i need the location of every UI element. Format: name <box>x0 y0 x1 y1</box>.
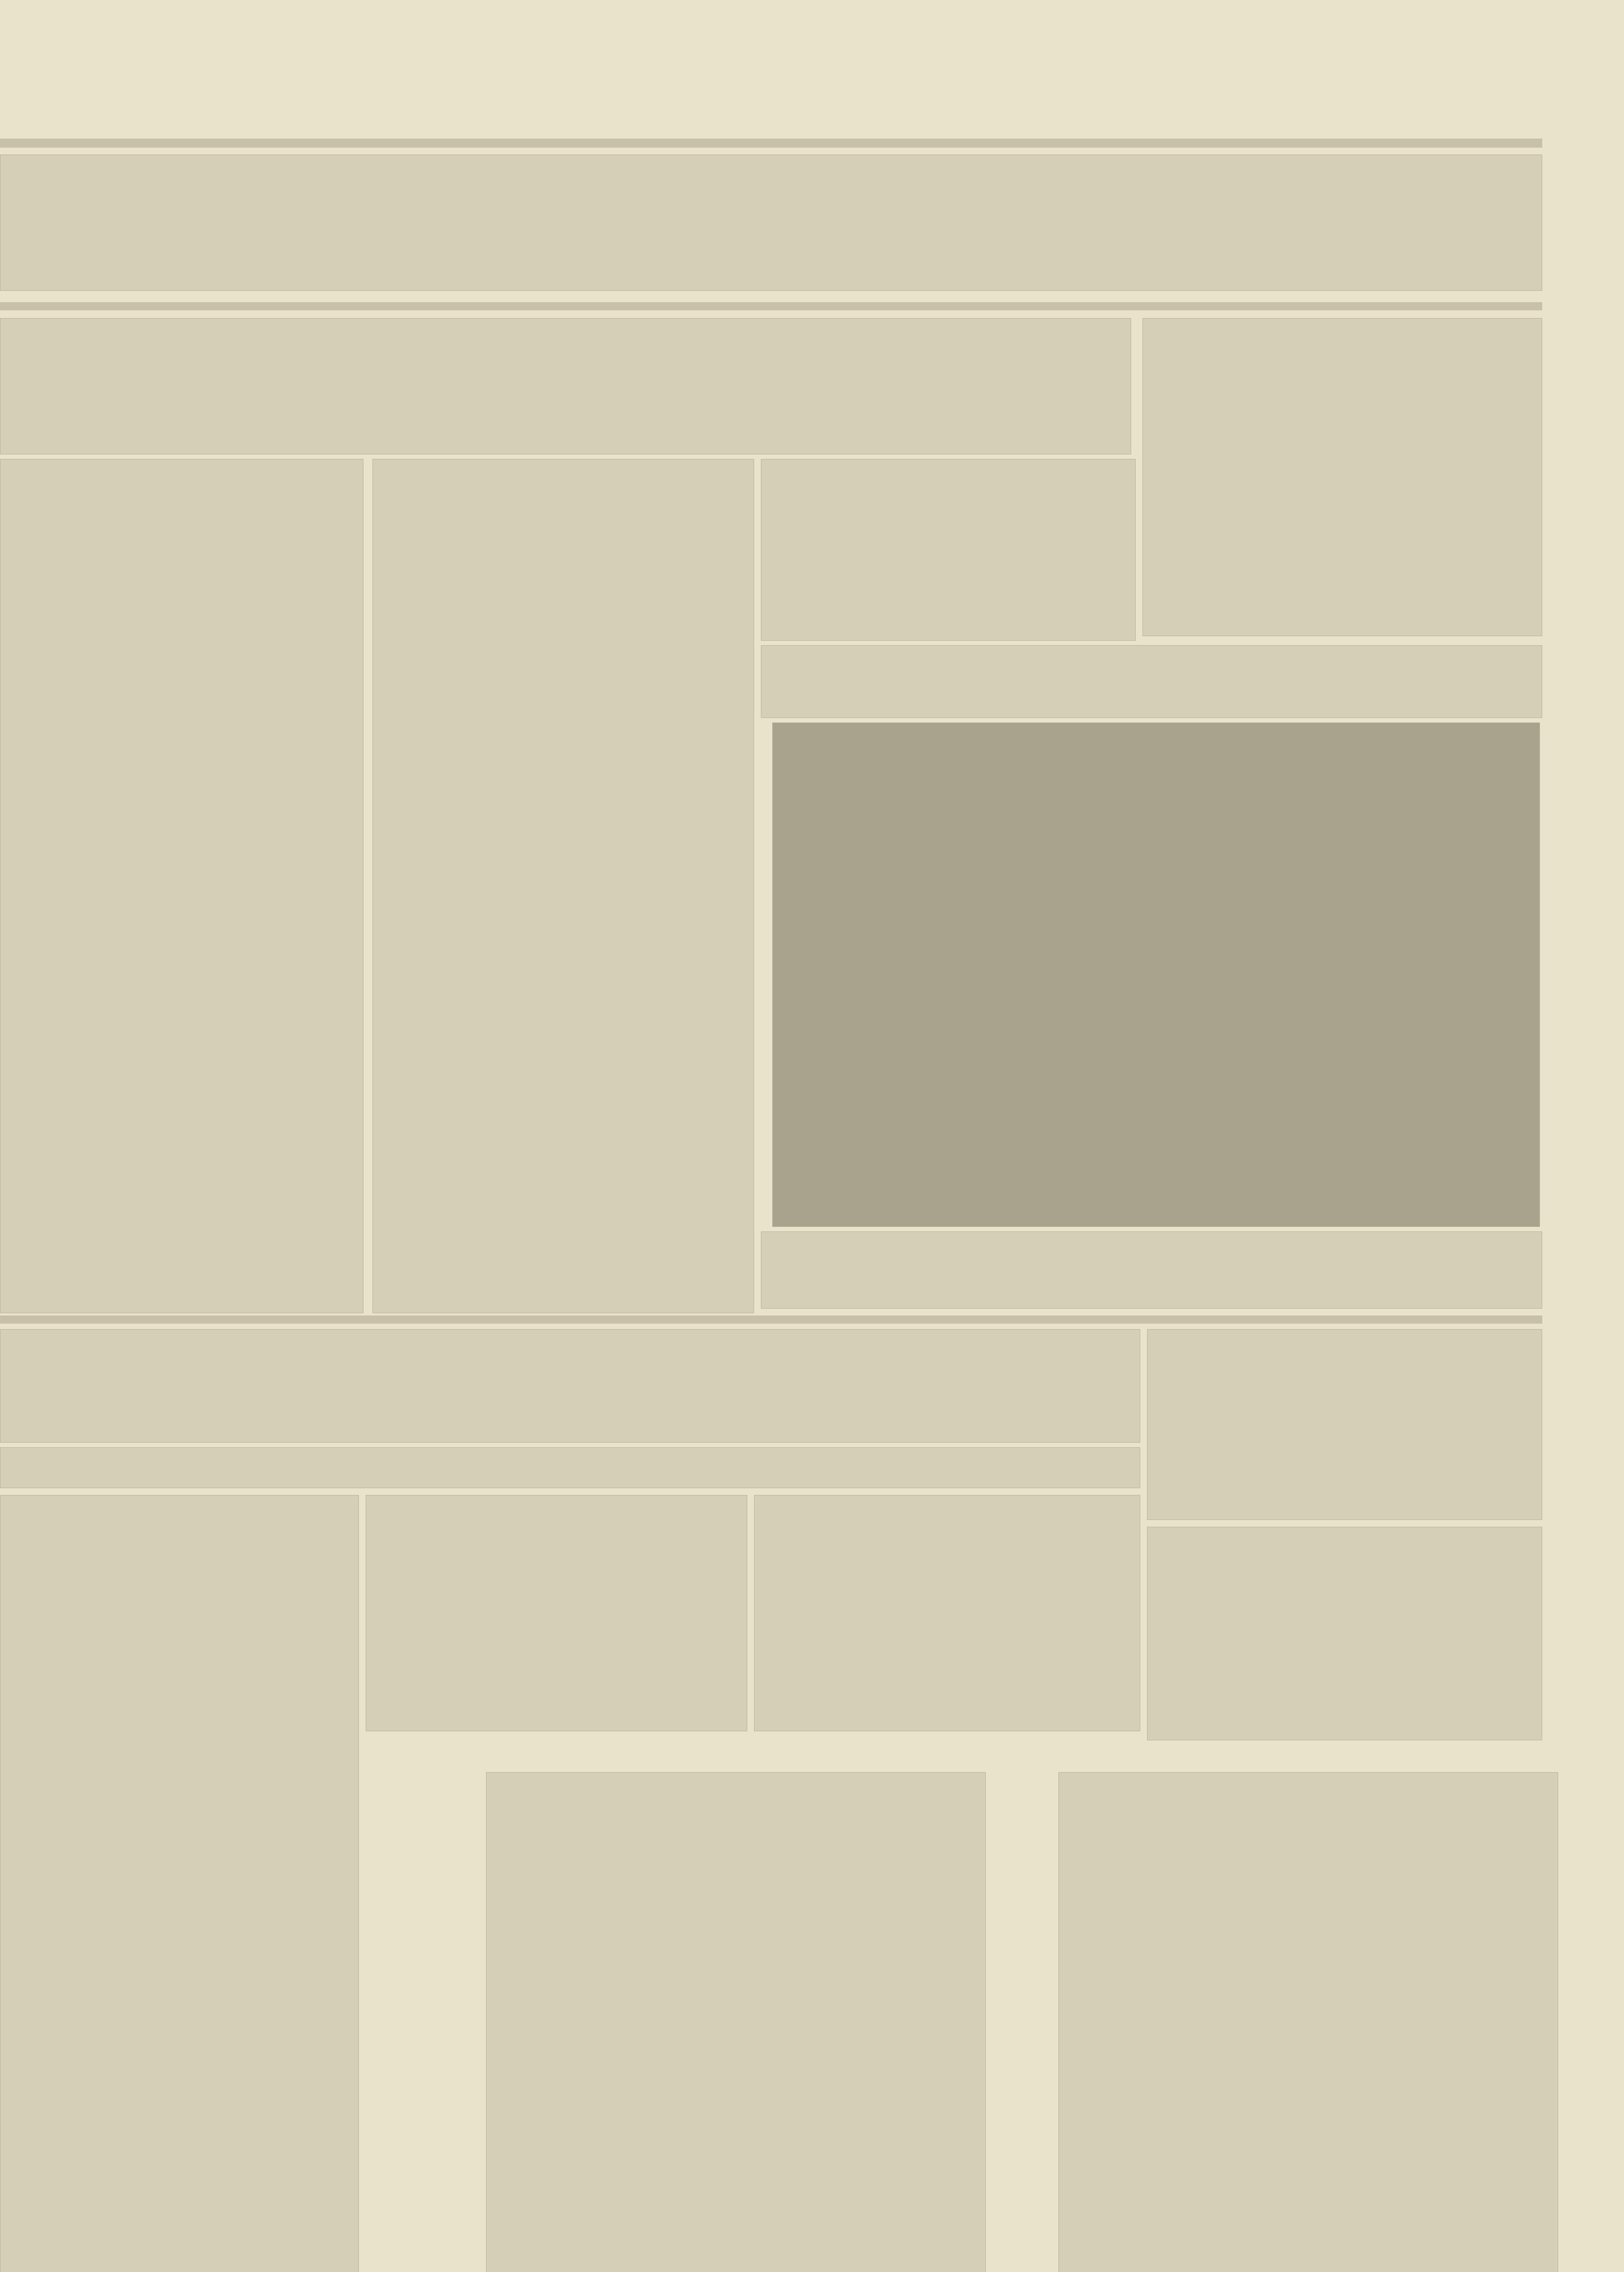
rule-under-banner <box>0 302 1542 310</box>
second-story-subheadline <box>0 1447 1140 1488</box>
masthead-line <box>0 139 1542 148</box>
second-story-column-2 <box>366 1495 747 1731</box>
right-small-story-2 <box>1147 1527 1542 1740</box>
rule-mid <box>0 1315 1542 1324</box>
photograph <box>772 722 1540 1227</box>
right-column-story <box>1142 318 1542 636</box>
photo-caption <box>761 1231 1542 1309</box>
banner-ad <box>0 154 1542 291</box>
middle-text-column <box>372 459 754 1313</box>
right-small-story-1 <box>1147 1329 1542 1520</box>
second-story-column-1 <box>0 1495 359 2272</box>
left-text-column <box>0 459 363 1313</box>
photo-headline <box>761 645 1542 718</box>
second-story-column-3 <box>754 1495 1140 1731</box>
serial-column-2 <box>1058 1772 1558 2272</box>
right-middle-text-column <box>761 459 1136 641</box>
second-story-headline <box>0 1329 1140 1443</box>
serial-column-1 <box>486 1772 986 2272</box>
main-story-headline <box>0 318 1131 454</box>
